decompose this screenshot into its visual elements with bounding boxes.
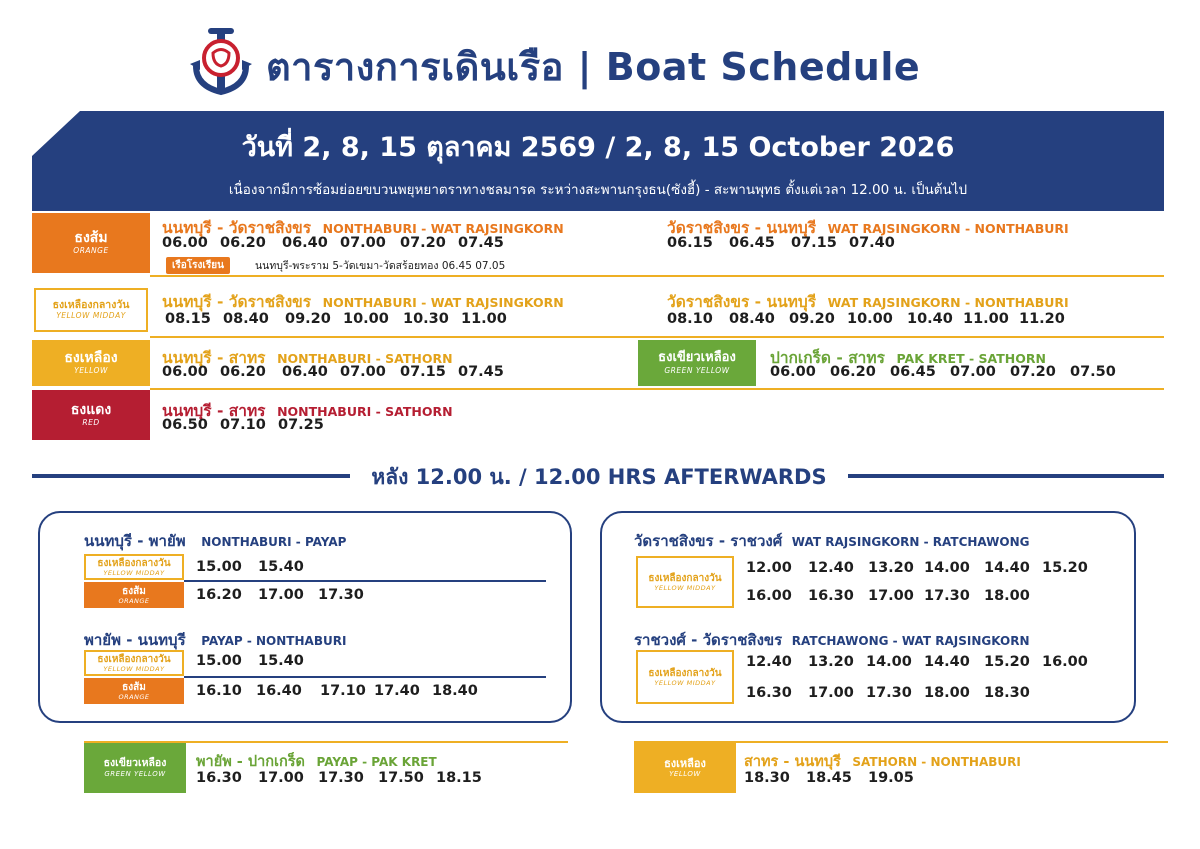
afternoon-title: หลัง 12.00 น. / 12.00 HRS AFTERWARDS [371,465,827,489]
time: 06.20 [830,364,876,380]
time: 06.45 [890,364,936,380]
time: 17.50 [378,770,424,786]
route-label-th: วัดราชสิงขร - นนทบุรี [667,293,817,311]
route-label-th: วัดราชสิงขร - นนทบุรี [667,219,817,237]
flag-tag-orange [32,213,150,273]
time: 06.45 [729,235,775,251]
time: 06.15 [667,235,713,251]
route-label-en: NONTHABURI - PAYAP [201,535,347,549]
school-boat-info: นนทบุรี-พระราม 5-วัดเขมา-วัดสร้อยทอง 06.45 07.05 [255,260,506,272]
time: 13.20 [868,560,914,576]
route-label-en: NONTHABURI - WAT RAJSINGKORN [322,295,564,310]
time: 16.10 [196,683,242,699]
flag-tag-green-yellow [84,743,186,793]
tag-sublabel: YELLOW MIDDAY [56,311,126,321]
tag-label: ธงส้ม [74,229,108,246]
time: 07.50 [1070,364,1116,380]
tag-sublabel: ORANGE [118,596,150,605]
route-label-en: NONTHABURI - SATHORN [277,404,453,419]
times-row [770,364,1116,380]
route-label-en: NONTHABURI - SATHORN [277,351,453,366]
route-label-th: นนทบุรี - พายัพ [84,532,186,550]
tag-sublabel: GREEN YELLOW [104,769,166,778]
time: 06.20 [220,364,266,380]
time: 15.40 [258,653,304,669]
tag-sublabel: YELLOW MIDDAY [103,664,165,673]
flag-tag-orange [84,582,184,608]
time: 17.00 [808,685,854,701]
time: 07.15 [791,235,837,251]
time: 07.45 [458,235,504,251]
time: 17.10 [320,683,366,699]
divider [150,336,1164,338]
time: 18.30 [744,770,790,786]
time: 17.00 [258,770,304,786]
time: 15.40 [258,559,304,575]
time: 15.20 [1042,560,1088,576]
time: 14.00 [866,654,912,670]
tag-sublabel: YELLOW MIDDAY [103,568,165,577]
times-row [162,364,504,380]
times-row [165,311,507,327]
route-label-en: RATCHAWONG - WAT RAJSINGKORN [791,634,1030,648]
flag-tag-yellow-midday [84,554,184,580]
tag-label: ธงแดง [70,401,112,418]
tag-label: ธงเหลืองกลางวัน [52,298,130,311]
times-row [162,417,324,433]
flag-tag-red [32,390,150,440]
tag-label: ธงเหลืองกลางวัน [648,667,722,679]
time: 12.40 [808,560,854,576]
route-nonthaburi-payap [84,529,346,553]
time: 06.00 [162,235,208,251]
divider [150,388,1164,390]
time: 18.00 [984,588,1030,604]
route-label-th: สาทร - นนทบุรี [744,754,841,770]
time: 09.20 [789,311,835,327]
route-label-en: WAT RAJSINGKORN - NONTHABURI [827,221,1069,236]
banner-notice: เนื่องจากมีการซ้อมย่อยขบวนพยุหยาตราทางชลมารค ระหว่างสะพานกรุงธน(ซังฮี้) - สะพานพุทธ ตั้งแต่เวลา 12.00 น. เป็นต้นไป [228,182,968,198]
times-row [196,683,478,699]
tag-sublabel: ORANGE [73,246,109,256]
time: 08.15 [165,311,211,327]
time: 18.00 [924,685,970,701]
route-watrajsingkorn-ratchawong [634,529,1030,553]
route-label-th: นนทบุรี - วัดราชสิงขร [162,219,312,237]
time: 10.00 [343,311,389,327]
time: 08.40 [729,311,775,327]
route-label-th: ราชวงศ์ - วัดราชสิงขร [634,631,783,649]
tag-sublabel: YELLOW MIDDAY [654,583,716,592]
time: 15.20 [984,654,1030,670]
time: 17.30 [318,770,364,786]
page-title: ตารางการเดินเรือ | Boat Schedule [266,45,921,89]
time: 16.30 [746,685,792,701]
flag-tag-yellow-midday [636,556,734,608]
time: 13.20 [808,654,854,670]
times-row [667,235,895,251]
time: 15.00 [196,653,242,669]
flag-tag-orange [84,678,184,704]
route-label-en: WAT RAJSINGKORN - NONTHABURI [827,295,1069,310]
route-label-en: WAT RAJSINGKORN - RATCHAWONG [791,535,1030,549]
route-label-th: พายัพ - นนทบุรี [84,631,186,649]
tag-label: ธงเหลือง [64,349,118,366]
time: 16.00 [1042,654,1088,670]
time: 18.15 [436,770,482,786]
time: 16.00 [746,588,792,604]
tag-sublabel: ORANGE [118,692,150,701]
times-row [196,587,364,603]
time: 07.45 [458,364,504,380]
flag-tag-yellow [32,340,150,386]
time: 07.20 [400,235,446,251]
tag-label: ธงส้ม [122,681,146,693]
times-row [744,770,914,786]
time: 07.15 [400,364,446,380]
times-row [196,559,304,575]
time: 16.30 [196,770,242,786]
time: 06.40 [282,364,328,380]
time: 18.45 [806,770,852,786]
route-label-th: ปากเกร็ด - สาทร [770,349,885,367]
time: 10.40 [907,311,953,327]
tag-sublabel: GREEN YELLOW [664,365,730,375]
divider [184,676,546,678]
route-label-en: PAYAP - NONTHABURI [201,634,347,648]
time: 08.40 [223,311,269,327]
route-label-th: นนทบุรี - วัดราชสิงขร [162,293,312,311]
flag-tag-yellow-midday [84,650,184,676]
route-ratchawong-watrajsingkorn [634,628,1030,652]
tag-sublabel: YELLOW [669,770,701,779]
time: 07.00 [340,364,386,380]
time: 07.25 [278,417,324,433]
time: 06.00 [162,364,208,380]
tag-label: ธงเขียวเหลือง [103,757,167,770]
route-payap-nonthaburi [84,628,346,652]
time: 14.40 [984,560,1030,576]
tag-label: ธงเขียวเหลือง [658,350,736,366]
time: 06.40 [282,235,328,251]
divider [848,474,1164,478]
banner-date: วันที่ 2, 8, 15 ตุลาคม 2569 / 2, 8, 15 October 2026 [241,132,955,163]
tag-label: ธงเหลืองกลางวัน [97,557,171,569]
anchor-logo-icon [186,20,256,96]
tag-label: ธงส้ม [122,585,146,597]
times-row [746,588,1030,604]
tag-label: ธงเหลืองกลางวัน [97,653,171,665]
time: 17.00 [258,587,304,603]
route-label-en: NONTHABURI - WAT RAJSINGKORN [322,221,564,236]
route-label-th: วัดราชสิงขร - ราชวงศ์ [634,532,783,550]
time: 07.20 [1010,364,1056,380]
flag-tag-yellow-midday [636,650,734,704]
times-row [196,653,304,669]
time: 11.20 [1019,311,1065,327]
times-row [746,685,1030,701]
divider [150,275,1164,277]
flag-tag-yellow-midday [34,288,148,332]
times-row [746,560,1088,576]
times-row [746,654,1088,670]
time: 10.00 [847,311,893,327]
route-label-en: SATHORN - NONTHABURI [852,755,1021,769]
tag-sublabel: YELLOW [74,366,108,376]
time: 08.10 [667,311,713,327]
route-label-th: นนทบุรี - สาทร [162,349,266,367]
time: 17.30 [924,588,970,604]
tag-label: ธงเหลือง [664,756,706,770]
time: 12.40 [746,654,792,670]
flag-tag-green-yellow [638,340,756,386]
route-label-en: PAYAP - PAK KRET [316,755,437,769]
time: 07.00 [340,235,386,251]
time: 18.30 [984,685,1030,701]
time: 14.40 [924,654,970,670]
divider [32,474,350,478]
flag-tag-yellow [634,743,736,793]
time: 17.00 [868,588,914,604]
time: 17.30 [318,587,364,603]
time: 17.40 [374,683,420,699]
time: 07.10 [220,417,266,433]
time: 10.30 [403,311,449,327]
times-row [667,311,1065,327]
route-label-en: PAK KRET - SATHORN [896,351,1046,366]
time: 14.00 [924,560,970,576]
tag-sublabel: YELLOW MIDDAY [654,678,716,687]
route-label-th: พายัพ - ปากเกร็ด [196,754,305,770]
time: 11.00 [963,311,1009,327]
time: 12.00 [746,560,792,576]
times-row [162,235,504,251]
time: 17.30 [866,685,912,701]
tag-label: ธงเหลืองกลางวัน [648,572,722,584]
time: 18.40 [432,683,478,699]
time: 16.20 [196,587,242,603]
time: 06.20 [220,235,266,251]
time: 16.30 [808,588,854,604]
time: 09.20 [285,311,331,327]
times-row [196,770,482,786]
time: 15.00 [196,559,242,575]
time: 11.00 [461,311,507,327]
tag-sublabel: RED [82,418,100,428]
time: 16.40 [256,683,302,699]
route-label-th: นนทบุรี - สาทร [162,402,266,420]
time: 06.50 [162,417,208,433]
divider [184,580,546,582]
school-boat-tag: เรือโรงเรียน [166,257,230,274]
time: 07.40 [849,235,895,251]
time: 06.00 [770,364,816,380]
time: 19.05 [868,770,914,786]
time: 07.00 [950,364,996,380]
